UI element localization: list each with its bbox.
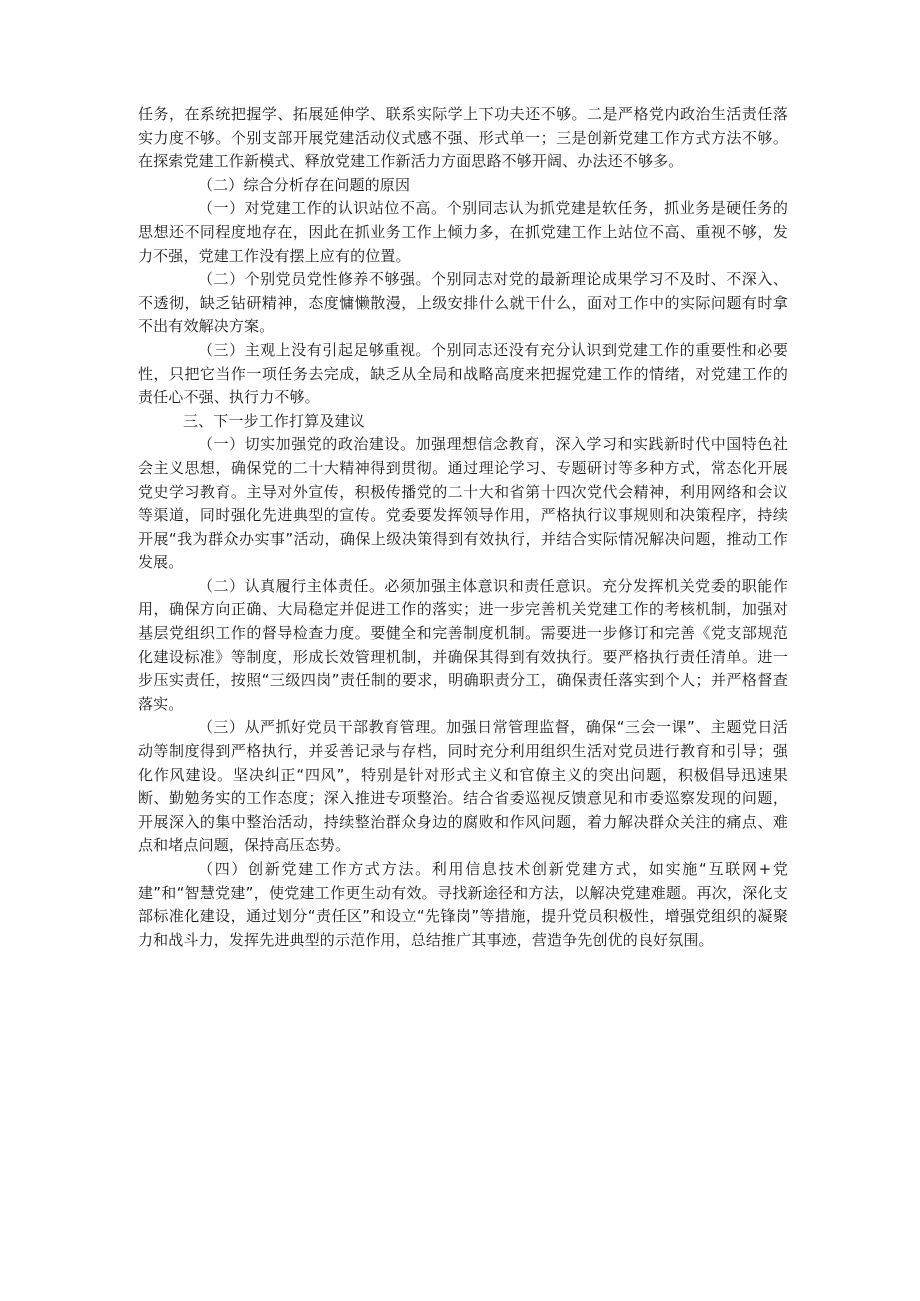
section-heading-next-steps: 三、下一步工作打算及建议 [183, 411, 365, 430]
paragraph-plan-2: （二）认真履行主体责任。必须加强主体意识和责任意识。充分发挥机关党委的职能作用，确保方向正确、大局稳定并促进工作的落实；进一步完善机关党建工作的考核机制，加强对基层党组织工作的督导检查力度。要健全和完善制度机制。需要进一步修订和完善《党支部规范化建设标准》等制度，形成长效管理机制，并确保其得到有效执行。要严格执行责任清单。进一步压实责任，按照“三级四岗”责任制的要求，明确职责分工，确保责任落实到个人；并严格督查落实。 [138, 576, 788, 713]
paragraph-plan-4: （四）创新党建工作方式方法。利用信息技术创新党建方式，如实施“互联网+党建”和“智慧党建”，使党建工作更生动有效。寻找新途径和方法，以解决党建难题。再次，深化支部标准化建设，通过划分“责任区”和设立“先锋岗”等措施，提升党员积极性，增强党组织的凝聚力和战斗力，发挥先进典型的示范作用，总结推广其事迹，营造争先创优的良好氛围。 [138, 860, 788, 949]
document-body [138, 103, 788, 952]
paragraph-cause-2: （二）个别党员党性修养不够强。个别同志对党的最新理论成果学习不及时、不深入、不透彻，缺乏钻研精神，态度慵懒散漫，上级安排什么就干什么，面对工作中的实际问题有时拿不出有效解决方案。 [138, 270, 788, 336]
paragraph-continuation: 任务，在系统把握学、拓展延伸学、联系实际学上下功夫还不够。二是严格党内政治生活责任落实力度不够。个别支部开展党建活动仪式感不强、形式单一；三是创新党建工作方式方法不够。在探索党建工作新模式、释放党建工作新活力方面思路不够开阔、办法还不够多。 [138, 105, 788, 171]
paragraph-cause-1: （一）对党建工作的认识站位不高。个别同志认为抓党建是软任务，抓业务是硬任务的思想还不同程度地存在，因此在抓业务工作上倾力多，在抓党建工作上站位不高、重视不够，发力不强，党建工作没有摆上应有的位置。 [138, 199, 788, 265]
section-heading-causes: （二）综合分析存在问题的原因 [198, 175, 411, 194]
paragraph-plan-1: （一）切实加强党的政治建设。加强理想信念教育，深入学习和实践新时代中国特色社会主义思想，确保党的二十大精神得到贯彻。通过理论学习、专题研讨等多种方式，常态化开展党史学习教育。主导对外宣传，积极传播党的二十大和省第十四次党代会精神，利用网络和会议等渠道，同时强化先进典型的宣传。党委要发挥领导作用，严格执行议事规则和决策程序，持续开展“我为群众办实事”活动，确保上级决策得到有效执行，并结合实际情况解决问题，推动工作发展。 [138, 435, 788, 572]
paragraph-plan-3: （三）从严抓好党员干部教育管理。加强日常管理监督，确保“三会一课”、主题党日活动等制度得到严格执行，并妥善记录与存档，同时充分利用组织生活对党员进行教育和引导；强化作风建设。坚决纠正“四风”，特别是针对形式主义和官僚主义的突出问题，积极倡导迅速果断、勤勉务实的工作态度；深入推进专项整治。结合省委巡视反馈意见和市委巡察发现的问题，开展深入的集中整治活动，持续整治群众身边的腐败和作风问题，着力解决群众关注的痛点、难点和堵点问题，保持高压态势。 [138, 718, 788, 855]
paragraph-cause-3: （三）主观上没有引起足够重视。个别同志还没有充分认识到党建工作的重要性和必要性，只把它当作一项任务去完成，缺乏从全局和战略高度来把握党建工作的情绪，对党建工作的责任心不强、执行力不够。 [138, 340, 788, 407]
